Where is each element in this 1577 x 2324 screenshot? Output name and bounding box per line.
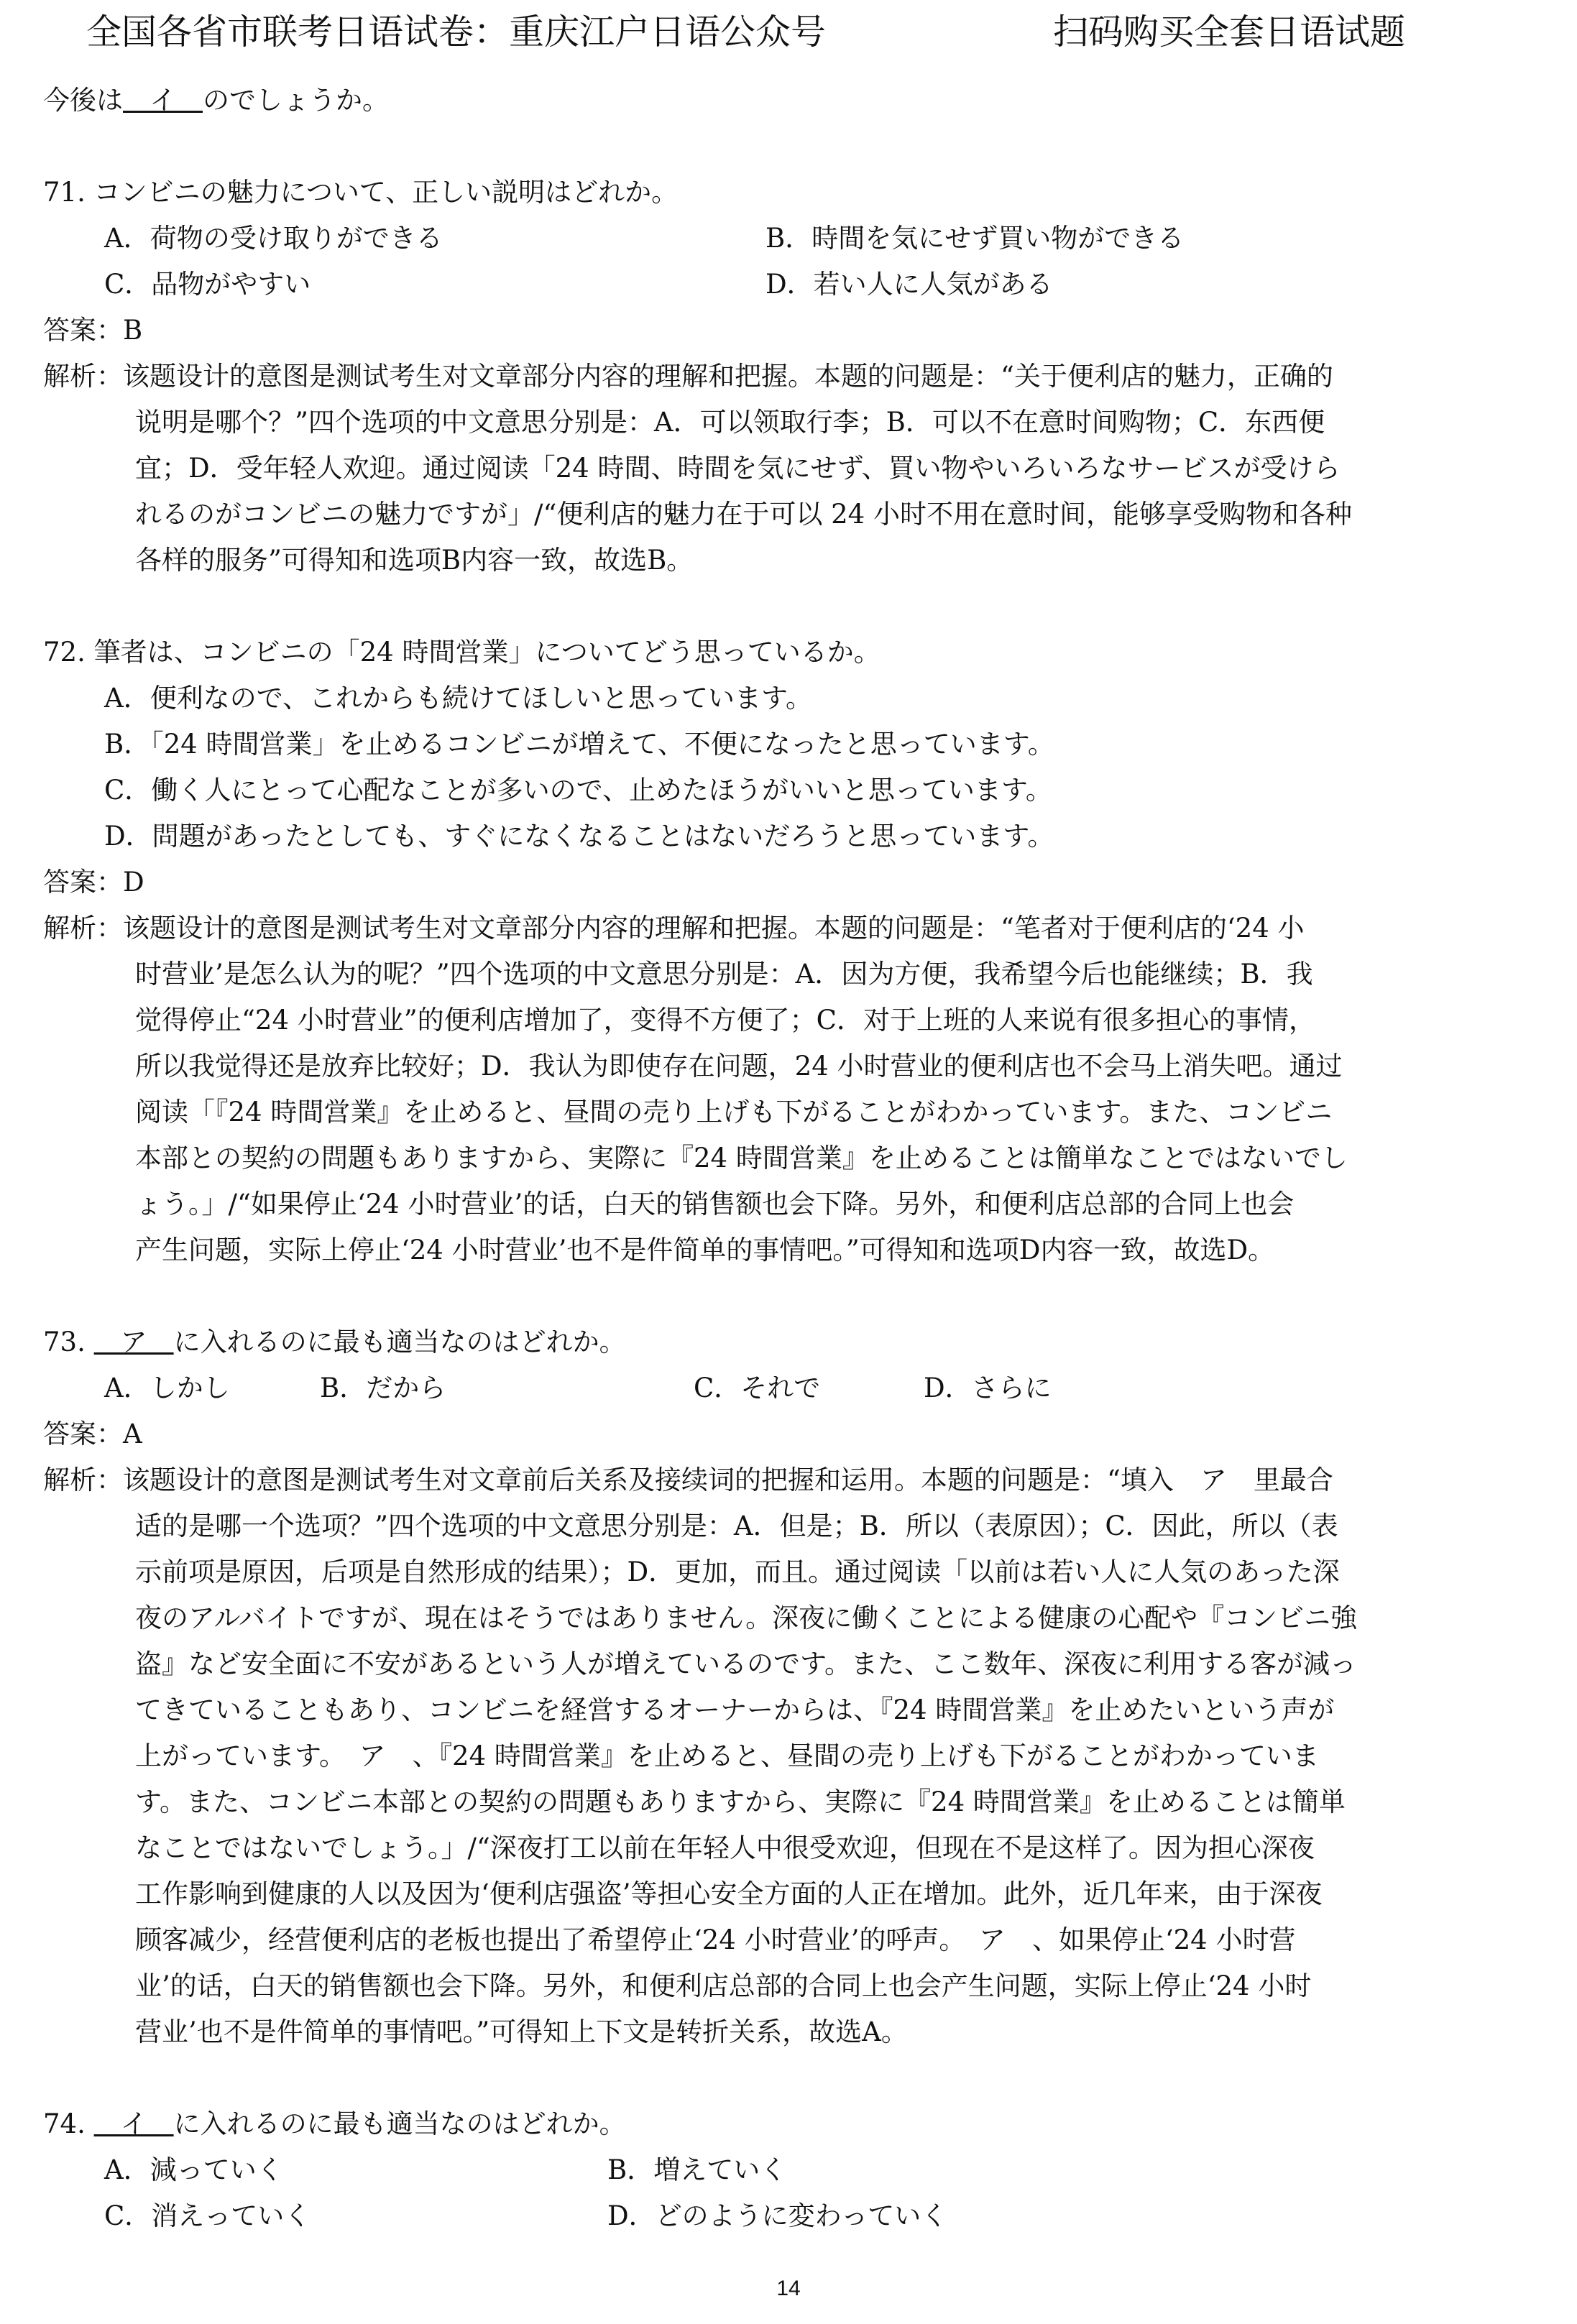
explanation-71-line: れるのがコンビニの魅力ですが」/“便利店的魅力在于可以 24 小时不用在意时间，能够享受购物和各种 (135, 499, 1352, 530)
explanation-73-line: 示前项是原因，后项是自然形成的结果）；D．更加，而且。通过阅读「以前は若い人に人気のあった深 (135, 1557, 1340, 1587)
options-71-row1 (43, 216, 1560, 262)
options-73 (43, 1365, 1560, 1411)
options-71-row2 (43, 262, 1560, 308)
explanation-73-line: 解析：该题设计的意图是测试考生对文章前后关系及接续词的把握和运用。本题的问题是：“填入 ア 里最合 (43, 1465, 1333, 1495)
explanation-73-line: てきていることもあり、コンビニを経営するオーナーからは、『24 時間営業』を止めたいという声が (135, 1694, 1335, 1725)
explanation-73-line: 营业’也不是件简单的事情吧。”可得知上下文是转折关系，故选A。 (135, 2016, 908, 2047)
option-d: D．どのように変わっていく (607, 2200, 948, 2231)
option-c: C．それで (694, 1373, 821, 1403)
option-b: B．だから (320, 1373, 446, 1403)
question-71: 71. コンビニの魅力について、正しい説明はどれか。 (43, 177, 679, 208)
explanation-72-line: 本部との契約の問題もありますから、実際に『24 時間営業』を止めることは簡単なことではないでし (135, 1143, 1348, 1173)
explanation-71-line: 说明是哪个？”四个选项的中文意思分别是：A．可以领取行李；B．可以不在意时间购物；C．东西便 (135, 407, 1325, 438)
explanation-73-line: 业’的话，白天的销售额也会下降。另外，和便利店总部的合同上也会产生问题，实际上停止‘24 小时 (135, 1970, 1312, 2001)
explanation-73-line: 夜のアルバイトですが、現在はそうではありません。深夜に働くことによる健康の心配や『コンビニ強 (135, 1603, 1358, 1633)
options-74-row2 (43, 2193, 1560, 2239)
page-header (86, 7, 1555, 57)
explanation-72-line: 阅读「『24 時間営業』を止めると、昼間の売り上げも下がることがわかっています。また、コンビニ (135, 1097, 1333, 1128)
explanation-73-line: 盗』など安全面に不安があるという人が増えているのです。また、ここ数年、深夜に利用する客が減っ (135, 1649, 1357, 1679)
option-d: D．さらに (924, 1373, 1052, 1403)
explanation-72-line: 觉得停止“24 小时营业”的便利店增加了，变得不方便了；C．对于上班的人来说有很多担心的事情， (135, 1005, 1315, 1036)
header-promo: 扫码购买全套日语试题 (1053, 11, 1406, 52)
option-a: A．荷物の受け取りができる (104, 223, 443, 254)
option-a: A．減っていく (104, 2154, 283, 2185)
option-d: D．若い人に人気がある (765, 269, 1053, 300)
explanation-72-line: 产生问题，实际上停止‘24 小时营业’也不是件简单的事情吧。”可得知和选项D内容一致，故选D。 (135, 1235, 1275, 1265)
explanation-73-line: 顾客减少，经营便利店的老板也提出了希望停止‘24 小时营业’的呼声。 ア 、如果停止‘24 小时营 (135, 1924, 1296, 1955)
explanation-73-line: なことではないでしょう。」/“深夜打工以前在年轻人中很受欢迎，但现在不是这样了。因为担心深夜 (135, 1832, 1315, 1863)
option-b: B．「24 時間営業」を止めるコンビニが増えて、不便になったと思っています。 (104, 729, 1054, 760)
explanation-72-line: ょう。」/“如果停止‘24 小时营业’的话，白天的销售额也会下降。另外，和便利店总部的合同上也会 (135, 1189, 1295, 1219)
answer-73: 答案：A (43, 1419, 142, 1449)
blank-i: イ (93, 2108, 174, 2139)
explanation-72-line: 解析：该题设计的意图是测试考生对文章部分内容的理解和把握。本题的问题是：“笔者对于便利店的‘24 小 (43, 913, 1305, 944)
page-number: 14 (776, 2277, 801, 2300)
intro-line: 今後は イ のでしょうか。 (43, 85, 389, 116)
question-74: 74. イ に入れるのに最も適当なのはどれか。 (43, 2108, 626, 2139)
option-c: C．品物がやすい (104, 269, 311, 300)
option-a: A．しかし (104, 1373, 230, 1403)
options-74-row1 (43, 2147, 1560, 2193)
explanation-72-line: 所以我觉得还是放弃比较好；D．我认为即使存在问题，24 小时营业的便利店也不会马上消失吧。通过 (135, 1051, 1343, 1082)
answer-72: 答案：D (43, 867, 144, 898)
option-c: C．働く人にとって心配なことが多いので、止めたほうがいいと思っています。 (104, 775, 1052, 806)
explanation-73-line: 适的是哪一个选项？”四个选项的中文意思分别是：A．但是；B．所以（表原因）；C．因此，所以（表 (135, 1511, 1338, 1541)
header-title: 全国各省市联考日语试卷：重庆江户日语公众号 (86, 11, 827, 52)
blank-i: イ (123, 85, 203, 116)
blank-a: ア (93, 1327, 174, 1357)
question-72: 72. 筆者は、コンビニの「24 時間営業」についてどう思っているか。 (43, 637, 881, 668)
option-c: C．消えっていく (104, 2200, 311, 2231)
explanation-71-line: 各样的服务”可得知和选项B内容一致，故选B。 (135, 545, 694, 576)
answer-71: 答案：B (43, 315, 143, 346)
question-73: 73. ア に入れるのに最も適当なのはどれか。 (43, 1327, 626, 1357)
option-d: D．問題があったとしても、すぐになくなることはないだろうと思っています。 (104, 821, 1054, 852)
option-a: A．便利なので、これからも続けてほしいと思っています。 (104, 683, 813, 714)
explanation-73-line: す。また、コンビニ本部との契約の問題もありますから、実際に『24 時間営業』を止めることは簡単 (135, 1786, 1346, 1817)
document-body (43, 78, 1560, 2239)
explanation-71-line: 解析：该题设计的意图是测试考生对文章部分内容的理解和把握。本题的问题是：“关于便利店的魅力，正确的 (43, 361, 1333, 392)
explanation-73-line: 工作影响到健康的人以及因为‘便利店强盗’等担心安全方面的人正在增加。此外，近几年来，由于深夜 (135, 1878, 1323, 1909)
explanation-71-line: 宜；D．受年轻人欢迎。通过阅读「24 時間、時間を気にせず、買い物やいろいろなサービスが受けら (135, 453, 1341, 484)
option-b: B．増えていく (607, 2154, 787, 2185)
option-b: B．時間を気にせず買い物ができる (765, 223, 1185, 254)
explanation-72-line: 时营业’是怎么认为的呢？”四个选项的中文意思分别是：A．因为方便，我希望今后也能继续；B．我 (135, 959, 1313, 990)
explanation-73-line: 上がっています。 ア 、『24 時間営業』を止めると、昼間の売り上げも下がることがわかっていま (135, 1740, 1319, 1771)
